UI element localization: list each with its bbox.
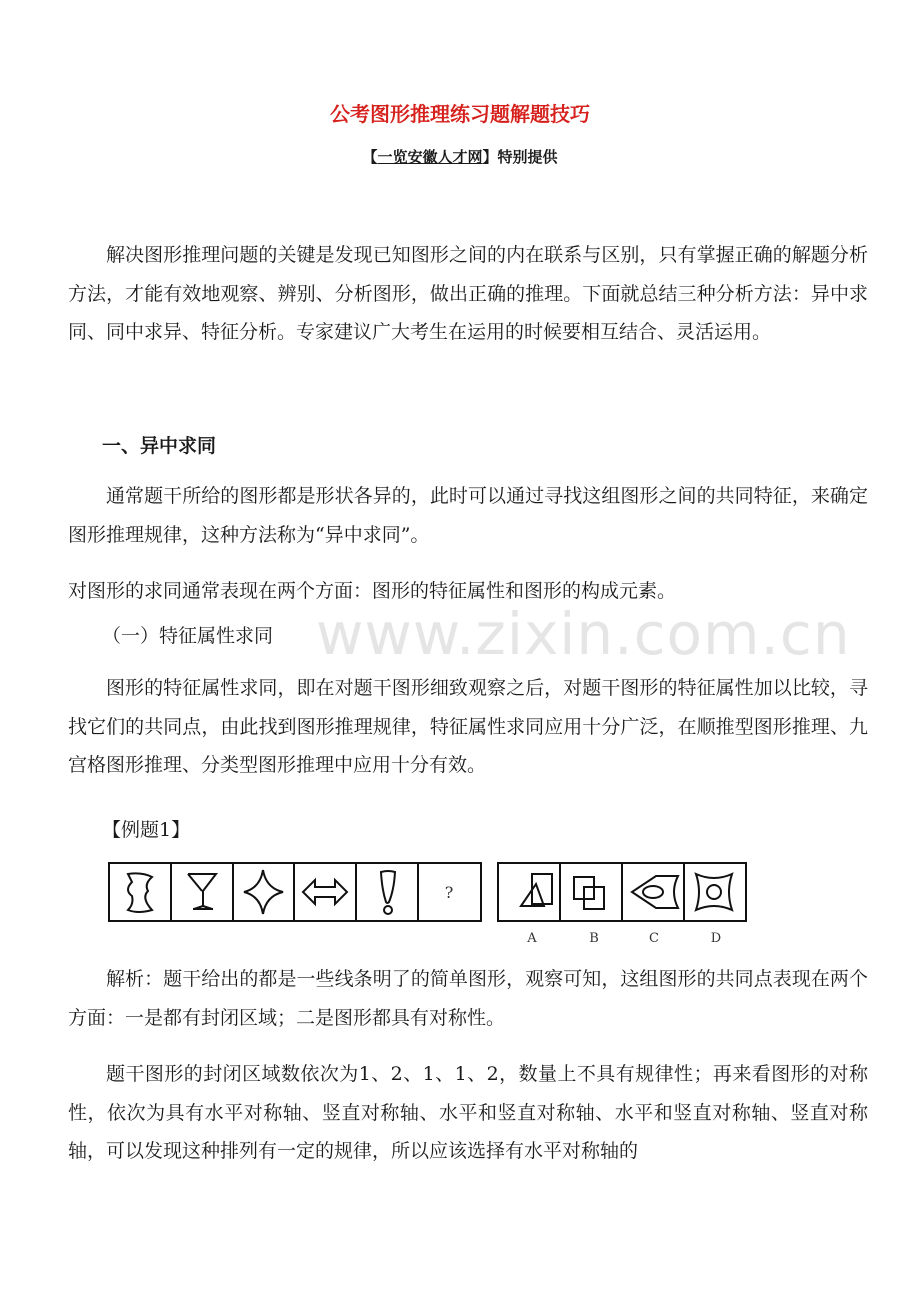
document-title: 公考图形推理练习题解题技巧 (330, 102, 590, 126)
watermark: www.zixin.com.cn (316, 600, 851, 668)
option-label-a: A (527, 931, 537, 946)
figure-1-shape (128, 873, 152, 912)
figure-2-goblet (188, 874, 216, 909)
document-subtitle (0, 146, 920, 167)
option-label-d: D (710, 931, 722, 946)
subtitle-link[interactable]: 一览安徽人才网 (377, 148, 483, 166)
option-c-eye (643, 886, 663, 898)
subsection-heading: （一）特征属性求同 (102, 625, 274, 647)
section-paragraph-1: 通常题干所给的图形都是形状各异的，此时可以通过寻找这组图形之间的共同特征，来确定图形推理规律，这种方法称为“异中求同”。 (68, 485, 868, 546)
figure-5-dot (384, 906, 392, 914)
option-d-shape (696, 874, 732, 910)
example-figure (108, 860, 753, 956)
figure-3-star (244, 870, 283, 914)
subtitle-prefix: 【 (362, 148, 378, 166)
example-label: 【例题1】 (102, 819, 191, 841)
analysis-paragraph-1: 解析：题干给出的都是一些线条明了的简单图形，观察可知，这组图形的共同点表现在两个方面：一是都有封闭区域；二是图形都具有对称性。 (68, 968, 868, 1029)
section-heading: 一、异中求同 (102, 435, 217, 457)
subsection-paragraph: 图形的特征属性求同，即在对题干图形细致观察之后，对题干图形的特征属性加以比较，寻找它们的共同点，由此找到图形推理规律，特征属性求同应用十分广泛，在顺推型图形推理、九宫格图形推理、分类型图形推理中应用十分有效。 (68, 677, 868, 776)
figure-4-double-arrow (303, 880, 347, 904)
option-d-circle (707, 885, 721, 899)
option-label-b: B (589, 931, 599, 946)
figure-5-exclamation (381, 871, 395, 903)
section-paragraph-2: 对图形的求同通常表现在两个方面：图形的特征属性和图形的构成元素。 (68, 580, 677, 602)
figure-svg (108, 860, 753, 952)
option-label-c: C (649, 931, 659, 946)
intro-paragraph: 解决图形推理问题的关键是发现已知图形之间的内在联系与区别，只有掌握正确的解题分析方法，才能有效地观察、辨别、分析图形，做出正确的推理。下面就总结三种分析方法：异中求同、同中求异、特征分析。专家建议广大考生在运用的时候要相互结合、灵活运用。 (68, 244, 868, 343)
option-c-shape (632, 876, 678, 908)
analysis-paragraph-2: 题干图形的封闭区域数依次为1、2、1、1、2，数量上不具有规律性；再来看图形的对称性，依次为具有水平对称轴、竖直对称轴、水平和竖直对称轴、水平和竖直对称轴、竖直对称轴，可以发现这种排列有一定的规律，所以应该选择有水平对称轴的 (68, 1063, 868, 1162)
question-mark: ? (444, 883, 454, 902)
subtitle-suffix: 】特别提供 (482, 148, 558, 166)
